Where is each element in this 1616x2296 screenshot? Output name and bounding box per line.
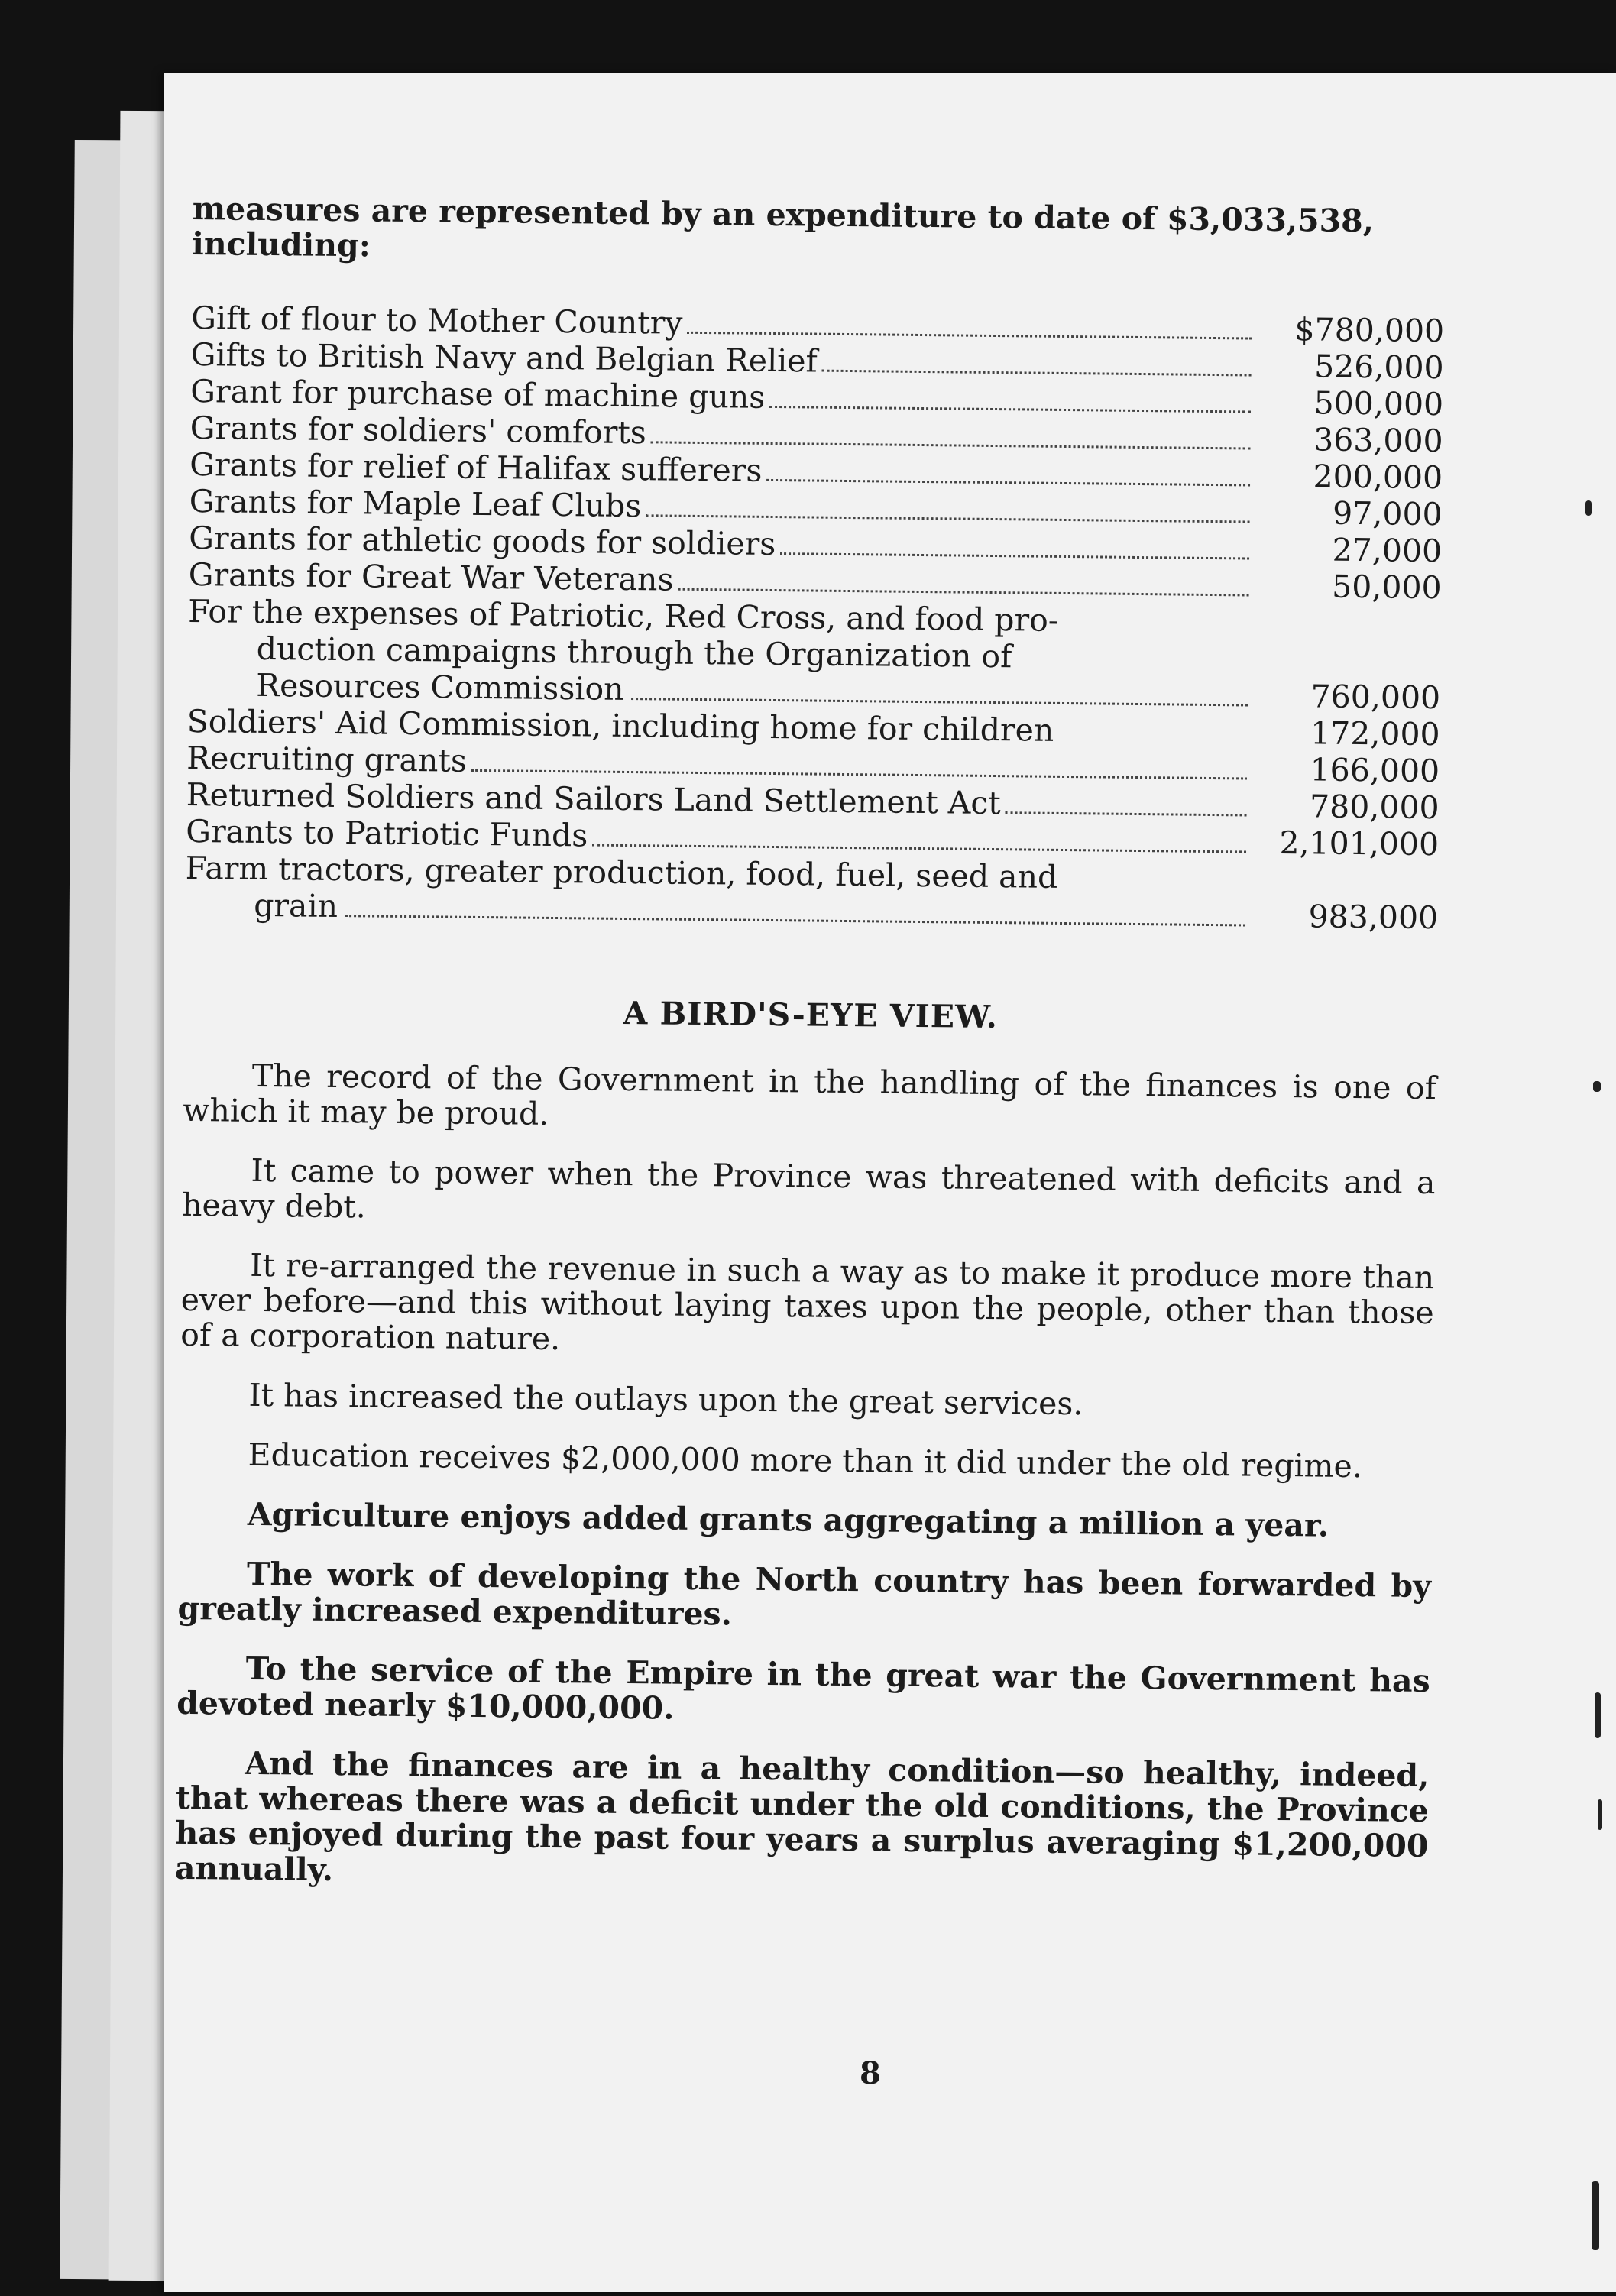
scan-speck: [1593, 1081, 1601, 1092]
dot-leader: [687, 332, 1252, 340]
expenditure-label: Grants for relief of Halifax sufferers: [189, 445, 763, 489]
expenditure-row: [187, 593, 1441, 716]
dot-leader: [646, 514, 1249, 523]
paragraph: It came to power when the Province was threatened with deficits and a heavy debt.: [181, 1151, 1436, 1226]
expenditure-amount: 500,000: [1313, 384, 1444, 423]
section-heading: A BIRD'S-EYE VIEW.: [623, 994, 999, 1036]
paragraph: The record of the Government in the handling of the finances is one of which it may be proud.: [183, 1057, 1437, 1132]
paragraph: And the finances are in a healthy condition—so healthy, indeed, that whereas there was a deficit under the old conditions, the Province has enjoyed during the past four years a surplus averaging $1,200,000 annually.: [174, 1744, 1430, 1889]
paragraph: The work of developing the North country has been forwarded by greatly increased expenditures.: [177, 1555, 1432, 1633]
dot-leader: [592, 844, 1246, 853]
scan-speck: [1595, 1692, 1601, 1738]
dot-leader: [766, 479, 1250, 487]
expenditure-amount: 50,000: [1331, 568, 1442, 607]
expenditure-amount: $780,000: [1294, 311, 1445, 350]
dot-leader: [678, 588, 1248, 597]
expenditure-amount: 97,000: [1332, 494, 1443, 533]
paragraph: Agriculture enjoys added grants aggregating a million a year.: [247, 1495, 1329, 1544]
intro-text: measures are represented by an expenditure to date of $3,033,538, including:: [192, 190, 1375, 264]
expenditure-amount: 760,000: [1310, 678, 1441, 717]
dot-leader: [345, 915, 1245, 926]
dot-leader: [631, 698, 1248, 706]
dot-leader: [471, 769, 1247, 780]
expenditure-label: Grants for Maple Leaf Clubs: [189, 482, 642, 525]
page-number: 8: [860, 2055, 881, 2091]
expenditure-label: Grants for athletic goods for soldiers: [188, 519, 776, 563]
scan-speck: [1598, 1799, 1602, 1830]
expenditure-amount: 172,000: [1310, 714, 1440, 753]
expenditure-label: Grant for purchase of machine guns: [190, 372, 766, 416]
dot-leader: [780, 552, 1249, 559]
expenditure-amount: 200,000: [1313, 458, 1443, 497]
expenditure-label: Returned Soldiers and Sailors Land Settlement Act: [186, 776, 1002, 822]
scan-speck: [1592, 2181, 1599, 2250]
expenditure-label: Recruiting grants: [186, 739, 468, 779]
paragraph: It re-arranged the revenue in such a way as to make it produce more than ever before—and this without laying taxes upon the people, other than those of a corporation nature.: [180, 1246, 1435, 1358]
expenditure-label: Gifts to British Navy and Belgian Relief: [190, 335, 818, 380]
expenditure-label: For the expenses of Patriotic, Red Cross, and food pro- duction campaigns through the Organization of Resources Commission: [187, 593, 1265, 714]
expenditure-label: Farm tractors, greater production, food, fuel, seed and grain: [185, 850, 1263, 934]
expenditure-amount: 2,101,000: [1279, 824, 1440, 863]
expenditure-amount: 166,000: [1310, 751, 1440, 790]
expenditure-label: Grants to Patriotic Funds: [185, 812, 588, 854]
expenditure-amount: 526,000: [1313, 348, 1444, 387]
expenditure-row: [185, 850, 1439, 936]
dot-leader: [769, 406, 1251, 413]
dot-leader: [1006, 811, 1247, 816]
dot-leader: [822, 370, 1252, 377]
page-content: [174, 191, 1445, 1923]
dot-leader: [1058, 739, 1247, 743]
expenditure-label: Grants for soldiers' comforts: [189, 409, 647, 452]
dot-leader: [651, 441, 1251, 449]
expenditure-amount: 363,000: [1313, 421, 1443, 460]
expenditure-list: [185, 300, 1444, 936]
expenditure-amount: 983,000: [1308, 898, 1439, 937]
paragraph: To the service of the Empire in the great war the Government has devoted nearly $10,000,000.: [176, 1650, 1430, 1727]
paragraph: It has increased the outlays upon the great services.: [248, 1376, 1083, 1423]
expenditure-label: Gift of flour to Mother Country: [191, 299, 683, 342]
expenditure-label: Grants for Great War Veterans: [188, 555, 674, 598]
expenditure-amount: 780,000: [1309, 788, 1440, 827]
expenditure-label: Soldiers' Aid Commission, including home for children: [186, 702, 1054, 749]
scan-speck: [1585, 500, 1592, 516]
paragraph: Education receives $2,000,000 more than it did under the old regime.: [248, 1436, 1363, 1485]
expenditure-amount: 27,000: [1332, 531, 1443, 570]
